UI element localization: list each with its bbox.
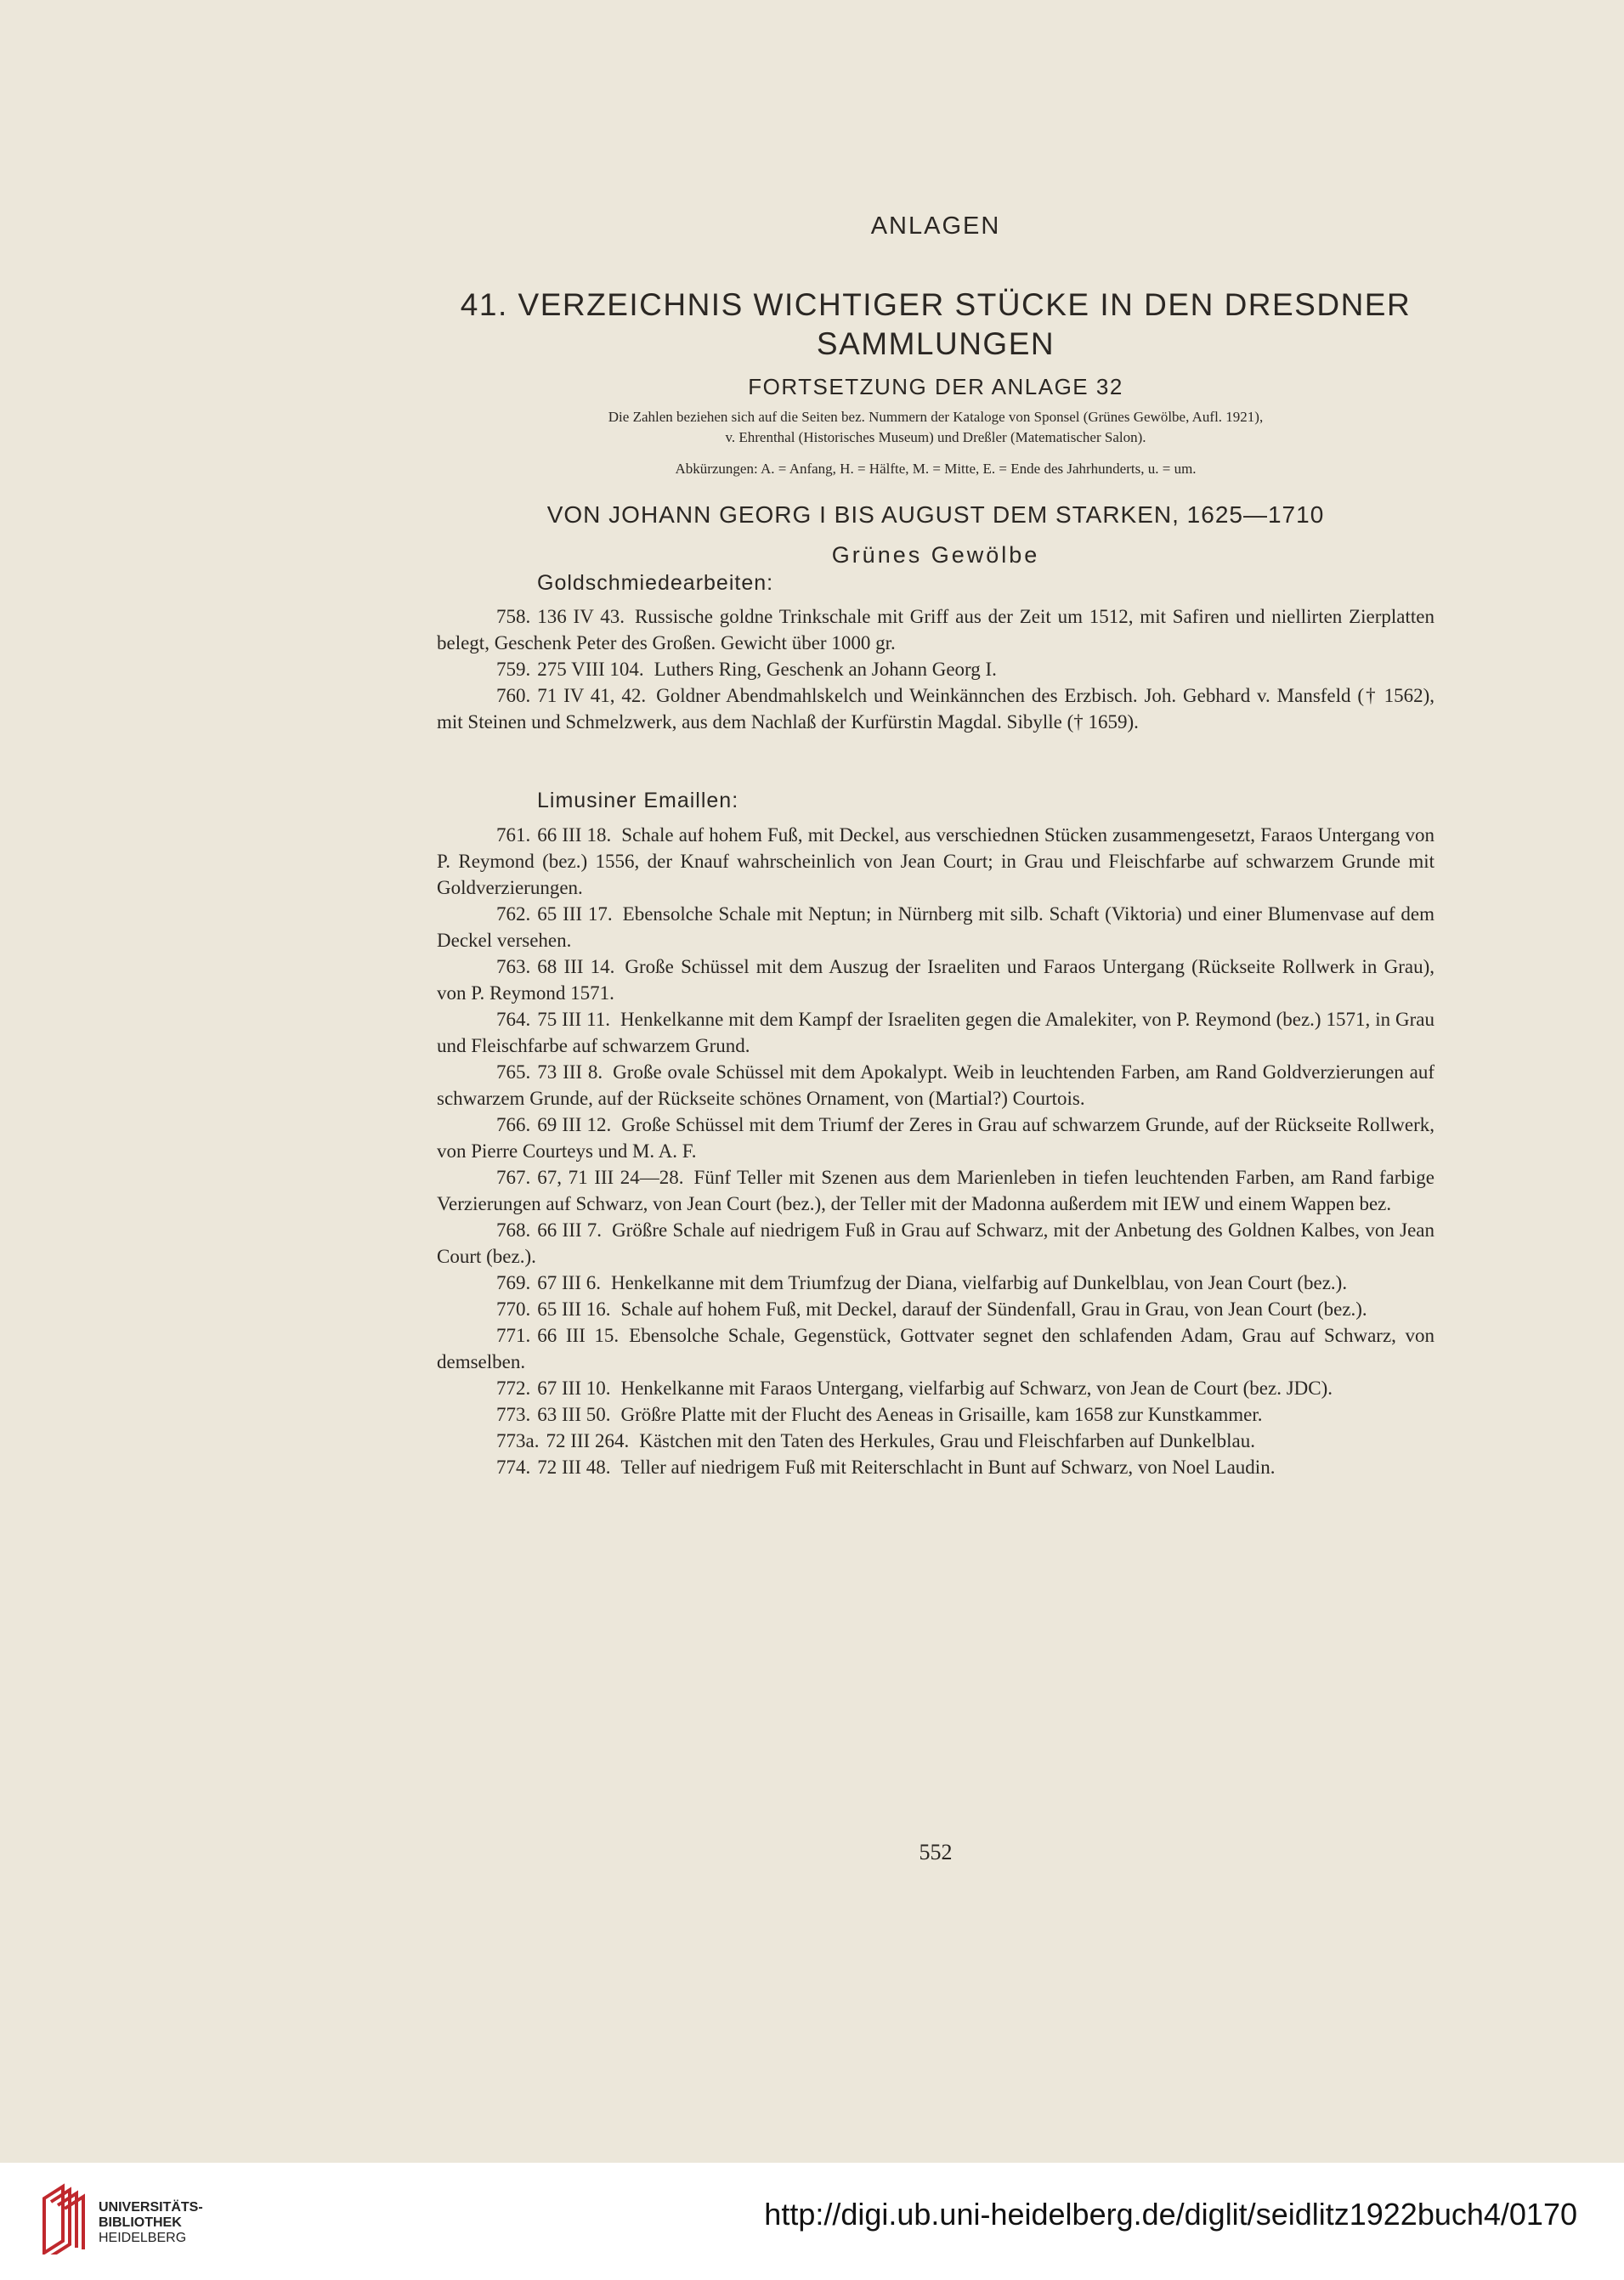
entry-reference: 71 IV 41, 42. xyxy=(537,685,647,706)
entry-text: Russische goldne Trinkschale mit Griff aus der Zeit um 1512, mit Safiren und niellirten Zierplatten belegt, Geschenk Peter des Großen. Gewicht über 1000 gr. xyxy=(437,606,1434,653)
entry-773 xyxy=(437,1401,1434,1428)
entry-763 xyxy=(437,953,1434,1006)
entry-text: Luthers Ring, Geschenk an Johann Georg I. xyxy=(654,659,997,680)
collection-title: Grünes Gewölbe xyxy=(831,542,1040,568)
entry-text: Fünf Teller mit Szenen aus dem Marienleben in tiefen leuchtenden Farben, am Rand farbige Verzierungen auf Schwarz, von Jean Court (bez.), der Teller mit der Madonna außerdem mit IEW und einem Wappen bez. xyxy=(437,1167,1434,1214)
entry-text: Große Schüssel mit dem Auszug der Israeliten und Faraos Untergang (Rückseite Rollwerk in Grau), von P. Reymond 1571. xyxy=(437,956,1435,1004)
entry-761 xyxy=(437,822,1434,901)
entry-reference: 69 III 12. xyxy=(537,1114,612,1135)
entry-764 xyxy=(437,1006,1434,1059)
entry-reference: 75 III 11. xyxy=(537,1009,610,1030)
entry-text: Goldner Abendmahlskelch und Weinkännchen des Erzbisch. Joh. Gebhard v. Mansfeld († 1562), mit Steinen und Schmelzwerk, aus dem Nachlaß der Kurfürstin Magdal. Sibylle († 1659). xyxy=(437,685,1434,733)
page-number: 552 xyxy=(919,1840,953,1864)
entry-number: 773. xyxy=(496,1404,531,1425)
entry-text: Größre Platte mit der Flucht des Aeneas in Grisaille, kam 1658 zur Kunstkammer. xyxy=(620,1404,1263,1425)
main-title xyxy=(437,286,1434,364)
source-url[interactable]: http://digi.ub.uni-heidelberg.de/diglit/seidlitz1922buch4/0170 xyxy=(764,2197,1577,2232)
group-heading-limoges: Limusiner Emaillen: xyxy=(537,789,739,812)
entry-760 xyxy=(437,682,1434,735)
library-book-icon xyxy=(37,2181,88,2255)
entry-reference: 67, 71 III 24—28. xyxy=(537,1167,684,1188)
entry-reference: 72 III 264. xyxy=(546,1430,630,1451)
entry-number: 774. xyxy=(496,1457,531,1478)
group-heading-goldsmith: Goldschmiedearbeiten: xyxy=(537,571,774,595)
entry-number: 771. xyxy=(496,1325,531,1346)
entry-reference: 65 III 16. xyxy=(537,1298,611,1320)
entry-text: Ebensolche Schale mit Neptun; in Nürnberg mit silb. Schaft (Viktoria) und einer Blumenvase auf dem Deckel versehen. xyxy=(437,903,1435,951)
entry-reference: 66 III 7. xyxy=(537,1219,603,1241)
entry-text: Große Schüssel mit dem Triumf der Zeres in Grau auf schwarzem Grunde, auf der Rückseite Rollwerk, von Pierre Courteys und M. A. F. xyxy=(437,1114,1434,1162)
entry-text: Kästchen mit den Taten des Herkules, Grau und Fleischfarben auf Dunkelblau. xyxy=(639,1430,1256,1451)
entry-reference: 66 III 15. xyxy=(537,1325,620,1346)
entry-number: 760. xyxy=(496,685,531,706)
entry-772 xyxy=(437,1375,1434,1401)
entry-769 xyxy=(437,1270,1434,1296)
entry-list-limoges xyxy=(437,822,1434,1480)
main-title-line2: SAMMLUNGEN xyxy=(816,326,1055,361)
entry-766 xyxy=(437,1112,1434,1164)
section-label: ANLAGEN xyxy=(870,212,1001,240)
entry-list-goldsmith xyxy=(437,603,1434,735)
entry-reference: 275 VIII 104. xyxy=(537,659,644,680)
entry-text: Größre Schale auf niedrigem Fuß in Grau auf Schwarz, mit der Anbetung des Goldnen Kalbes, von Jean Court (bez.). xyxy=(437,1219,1434,1267)
entry-number: 761. xyxy=(496,824,531,846)
library-name-line3: HEIDELBERG xyxy=(99,2231,187,2245)
entry-765 xyxy=(437,1059,1434,1112)
entry-text: Schale auf hohem Fuß, mit Deckel, aus verschiednen Stücken zusammengesetzt, Faraos Untergang von P. Reymond (bez.) 1556, der Knauf wahrscheinlich von Jean Court; in Grau und Fleischfarbe auf schwarzem Grunde mit Goldverzierungen. xyxy=(437,824,1434,898)
entry-reference: 67 III 10. xyxy=(537,1378,611,1399)
library-name xyxy=(99,2200,203,2246)
entry-text: Große ovale Schüssel mit dem Apokalypt. Weib in leuchtenden Farben, am Rand Goldverzierungen auf schwarzem Grunde, auf der Rückseite schönes Ornament, von (Martial?) Courtois. xyxy=(437,1061,1434,1109)
period-title: VON JOHANN GEORG I BIS AUGUST DEM STARKEN, 1625—1710 xyxy=(546,501,1325,528)
entry-number: 769. xyxy=(496,1272,531,1293)
entry-758 xyxy=(437,603,1434,656)
subtitle: FORTSETZUNG DER ANLAGE 32 xyxy=(748,374,1123,399)
entry-number: 758. xyxy=(496,606,531,627)
entry-number: 772. xyxy=(496,1378,531,1399)
entry-reference: 68 III 14. xyxy=(537,956,615,977)
library-logo[interactable] xyxy=(37,2181,224,2258)
entry-reference: 66 III 18. xyxy=(537,824,612,846)
entry-text: Schale auf hohem Fuß, mit Deckel, darauf der Sündenfall, Grau in Grau, von Jean Court (bez.). xyxy=(620,1298,1367,1320)
entry-number: 763. xyxy=(496,956,531,977)
library-name-line1: UNIVERSITÄTS- xyxy=(99,2200,203,2215)
entry-number: 770. xyxy=(496,1298,531,1320)
entry-reference: 136 IV 43. xyxy=(537,606,625,627)
main-title-line1: 41. VERZEICHNIS WICHTIGER STÜCKE IN DEN DRESDNER xyxy=(460,287,1412,322)
entry-774 xyxy=(437,1454,1434,1480)
entry-768 xyxy=(437,1217,1434,1270)
entry-reference: 72 III 48. xyxy=(537,1457,611,1478)
entry-number: 759. xyxy=(496,659,531,680)
entry-number: 768. xyxy=(496,1219,531,1241)
entry-773a xyxy=(437,1428,1434,1454)
entry-771 xyxy=(437,1322,1434,1375)
library-name-line2: BIBLIOTHEK xyxy=(99,2215,182,2230)
entry-reference: 67 III 6. xyxy=(537,1272,601,1293)
entry-number: 767. xyxy=(496,1167,531,1188)
entry-number: 766. xyxy=(496,1114,531,1135)
entry-text: Henkelkanne mit Faraos Untergang, vielfarbig auf Schwarz, von Jean de Court (bez. JDC). xyxy=(620,1378,1333,1399)
entry-759 xyxy=(437,656,1434,682)
entry-number: 773a. xyxy=(496,1430,540,1451)
entry-number: 765. xyxy=(496,1061,531,1083)
abbreviations-note: Abkürzungen: A. = Anfang, H. = Hälfte, M. = Mitte, E. = Ende des Jahrhunderts, u. = um. xyxy=(675,461,1197,477)
entry-770 xyxy=(437,1296,1434,1322)
entry-number: 764. xyxy=(496,1009,531,1030)
entry-reference: 65 III 17. xyxy=(537,903,613,925)
catalog-note-line1: Die Zahlen beziehen sich auf die Seiten bez. Nummern der Kataloge von Sponsel (Grünes Gewölbe, Aufl. 1921), xyxy=(608,409,1264,425)
entry-reference: 73 III 8. xyxy=(537,1061,603,1083)
entry-reference: 63 III 50. xyxy=(537,1404,611,1425)
entry-767 xyxy=(437,1164,1434,1217)
entry-762 xyxy=(437,901,1434,953)
entry-number: 762. xyxy=(496,903,531,925)
footer-bar xyxy=(0,2163,1624,2280)
entry-text: Henkelkanne mit dem Kampf der Israeliten gegen die Amalekiter, von P. Reymond (bez.) 1571, in Grau und Fleischfarbe auf schwarzem Grund. xyxy=(437,1009,1435,1056)
entry-text: Ebensolche Schale, Gegenstück, Gottvater segnet den schlafenden Adam, Grau auf Schwarz, von demselben. xyxy=(437,1325,1434,1372)
catalog-note-line2: v. Ehrenthal (Historisches Museum) und Dreßler (Matematischer Salon). xyxy=(725,429,1146,445)
entry-text: Teller auf niedrigem Fuß mit Reiterschlacht in Bunt auf Schwarz, von Noel Laudin. xyxy=(620,1457,1276,1478)
entry-text: Henkelkanne mit dem Triumfzug der Diana, vielfarbig auf Dunkelblau, von Jean Court (bez.). xyxy=(610,1272,1348,1293)
